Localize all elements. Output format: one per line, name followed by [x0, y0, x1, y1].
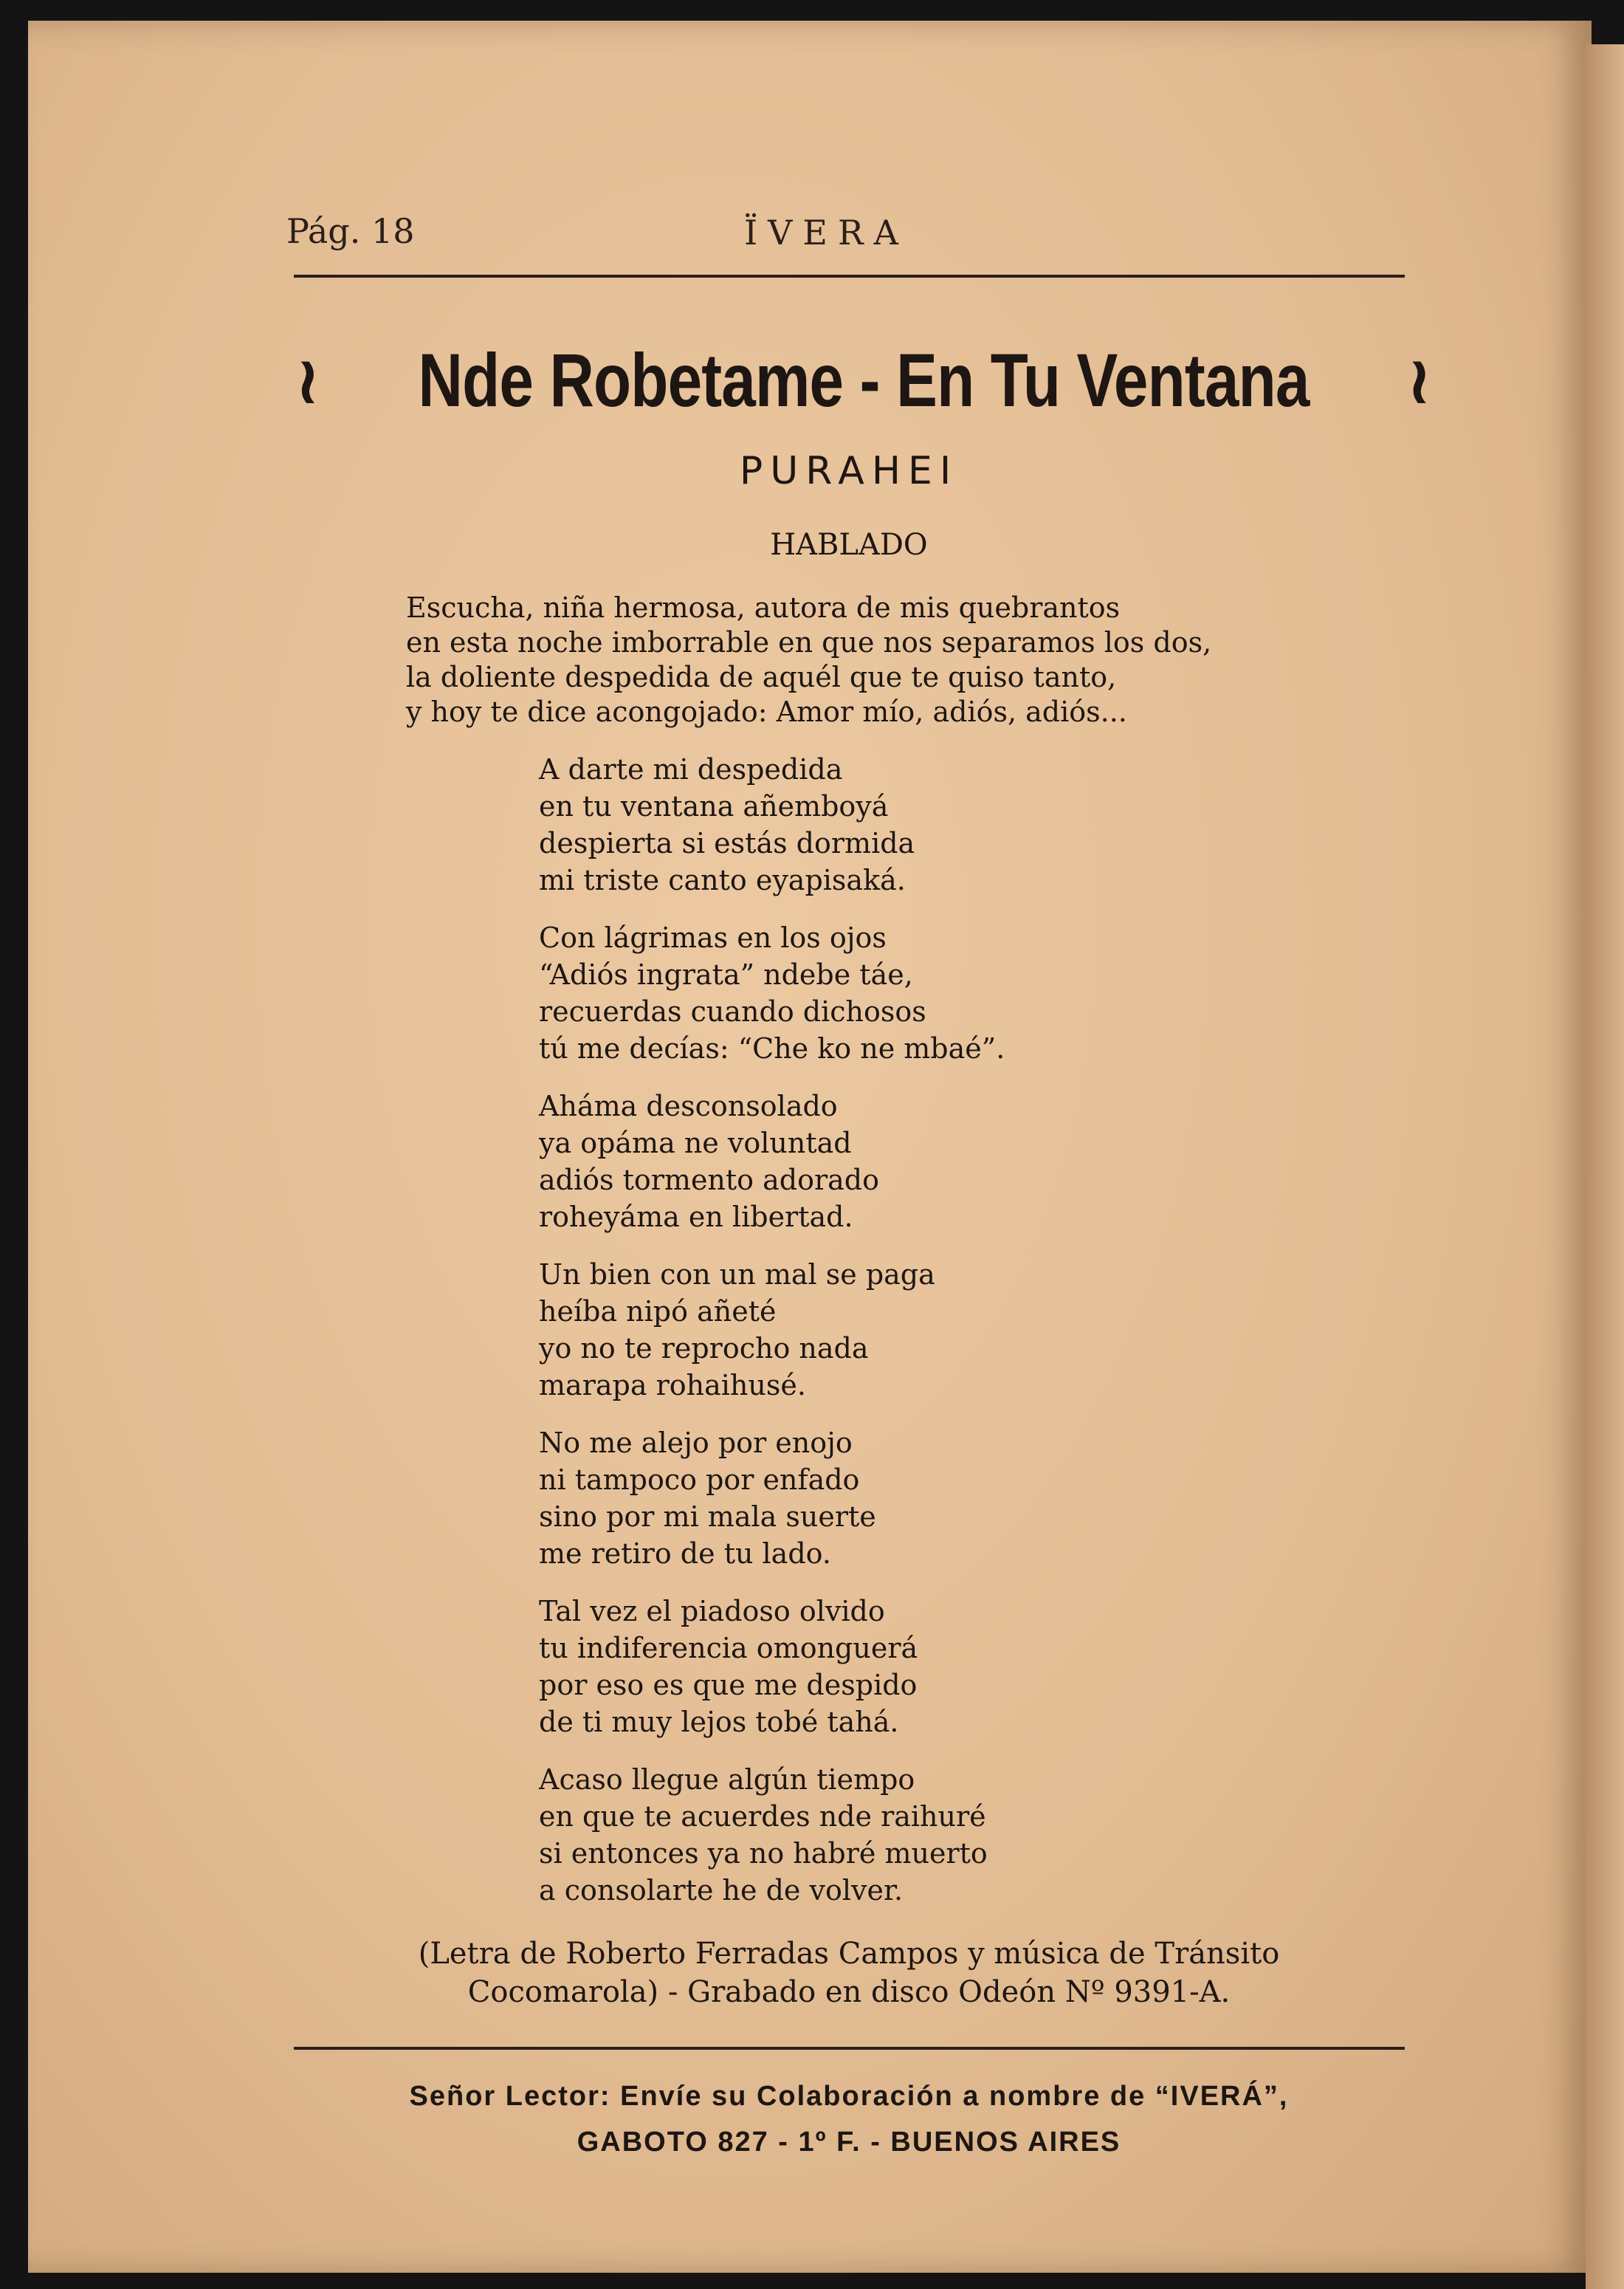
- lyric-line: despierta si estás dormida: [539, 827, 915, 859]
- lyric-line: mi triste canto eyapisaká.: [539, 864, 906, 896]
- stanza-1: [539, 751, 1277, 899]
- spoken-line: y hoy te dice acongojado: Amor mío, adiós, adiós...: [406, 696, 1127, 728]
- song-title: Nde Robetame - En Tu Ventana: [418, 337, 1310, 422]
- reader-notice-line-1: Señor Lector: Envíe su Colaboración a nombre de “IVERÁ”,: [409, 2081, 1289, 2112]
- lyric-line: si entonces ya no habré muerto: [539, 1837, 988, 1870]
- lyric-line: No me alejo por enojo: [539, 1427, 853, 1459]
- reader-notice-address: GABOTO 827 - 1º F. - BUENOS AIRES: [577, 2127, 1121, 2158]
- ornament-right-icon: ≀: [1406, 341, 1432, 419]
- magazine-title: ÏVERA: [744, 213, 909, 253]
- credits-line: (Letra de Roberto Ferradas Campos y música de Tránsito: [418, 1937, 1280, 1971]
- song-genre: PURAHEI: [739, 449, 959, 493]
- header-rule: [294, 275, 1405, 278]
- lyric-line: me retiro de tu lado.: [539, 1537, 831, 1570]
- stanza-4: [539, 1256, 1277, 1404]
- stanza-6: [539, 1593, 1277, 1740]
- lyric-line: sino por mi mala suerte: [539, 1500, 876, 1533]
- credits-line: Cocomarola) - Grabado en disco Odeón Nº 9391-A.: [467, 1975, 1231, 2009]
- lyric-line: en tu ventana añemboyá: [539, 790, 889, 823]
- spoken-line: Escucha, niña hermosa, autora de mis quebrantos: [406, 591, 1121, 624]
- lyric-line: por eso es que me despido: [539, 1669, 918, 1701]
- lyric-line: roheyáma en libertad.: [539, 1201, 853, 1233]
- lyric-line: ya opáma ne voluntad: [539, 1127, 852, 1159]
- stanza-5: [539, 1424, 1277, 1572]
- lyric-line: a consolarte he de volver.: [539, 1874, 904, 1907]
- page-number: Pág. 18: [286, 211, 415, 251]
- lyric-line: en que te acuerdes nde raihuré: [539, 1800, 986, 1833]
- spoken-label: HABLADO: [770, 528, 928, 562]
- lyric-line: Con lágrimas en los ojos: [539, 922, 887, 954]
- lyric-line: adiós tormento adorado: [539, 1164, 880, 1196]
- lyric-line: Acaso llegue algún tiempo: [539, 1763, 915, 1796]
- stanza-7: [539, 1761, 1277, 1909]
- lyric-line: Un bien con un mal se paga: [539, 1258, 935, 1291]
- lyric-line: “Adiós ingrata” ndebe táe,: [539, 958, 913, 991]
- song-credits: [295, 1935, 1403, 2011]
- stanza-3: [539, 1088, 1277, 1235]
- lyric-line: tu indiferencia omonguerá: [539, 1632, 918, 1664]
- spoken-intro: [406, 591, 1380, 730]
- song-title-row: [295, 329, 1432, 432]
- reader-notice: [295, 2073, 1403, 2165]
- lyric-line: Aháma desconsolado: [539, 1090, 838, 1122]
- lyric-line: marapa rohaihusé.: [539, 1369, 806, 1401]
- footer-rule: [294, 2047, 1405, 2050]
- lyric-line: tú me decías: “Che ko ne mbaé”.: [539, 1032, 1005, 1065]
- lyrics: [539, 751, 1277, 1929]
- page-edge: [1586, 44, 1624, 2289]
- stanza-2: [539, 919, 1277, 1067]
- spoken-line: la doliente despedida de aquél que te quiso tanto,: [406, 661, 1117, 693]
- ornament-left-icon: ≀: [295, 341, 320, 419]
- page-header: [286, 205, 1405, 264]
- spoken-line: en esta noche imborrable en que nos separamos los dos,: [406, 626, 1212, 659]
- lyric-line: recuerdas cuando dichosos: [539, 995, 926, 1028]
- lyric-line: yo no te reprocho nada: [539, 1332, 869, 1365]
- lyric-line: ni tampoco por enfado: [539, 1463, 860, 1496]
- lyric-line: de ti muy lejos tobé tahá.: [539, 1706, 899, 1738]
- lyric-line: Tal vez el piadoso olvido: [539, 1595, 885, 1627]
- lyric-line: A darte mi despedida: [539, 753, 843, 786]
- lyric-line: heíba nipó añeté: [539, 1295, 777, 1328]
